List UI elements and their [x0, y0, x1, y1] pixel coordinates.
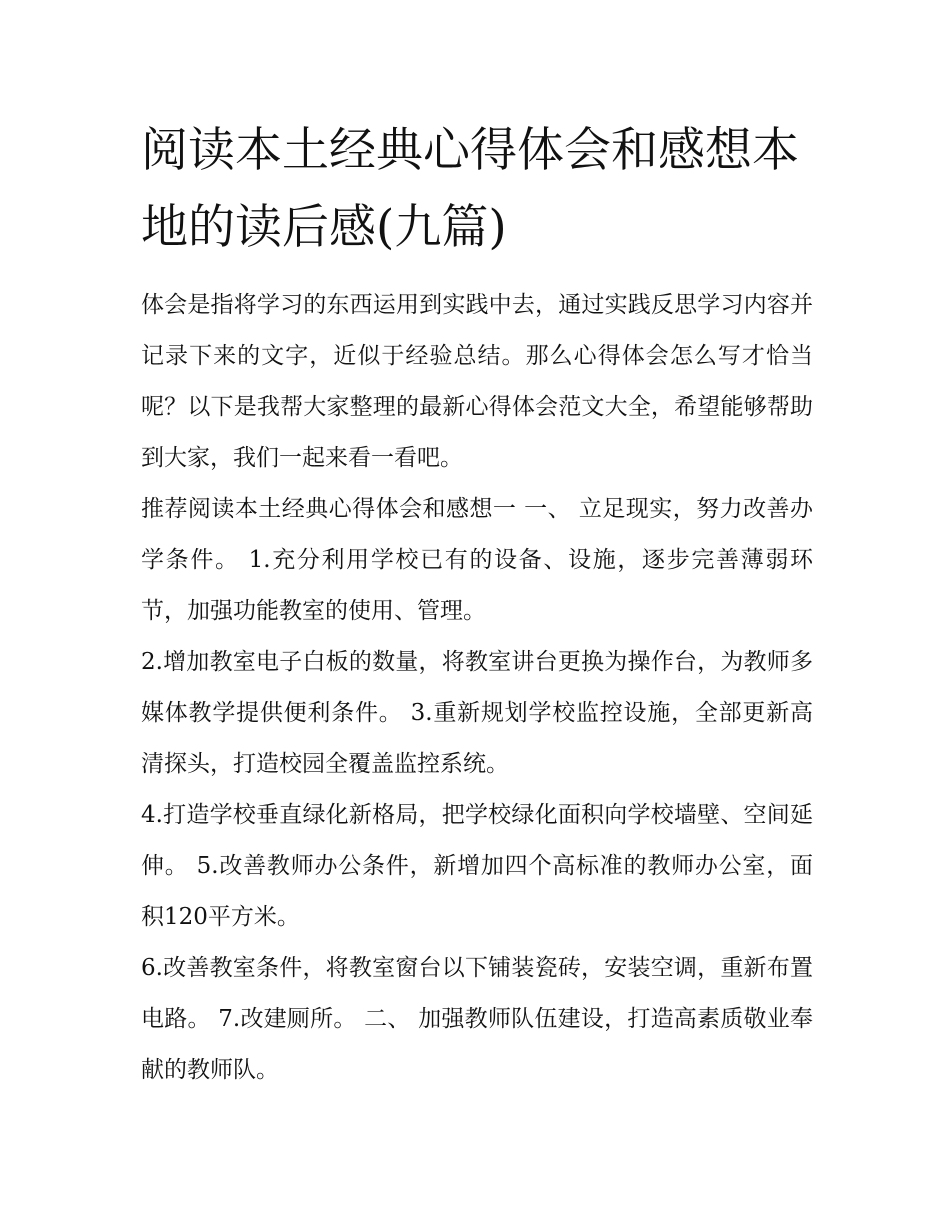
paragraph-item-2-3: 2.增加教室电子白板的数量，将教室讲台更换为操作台，为教师多媒体教学提供便利条件。 3.重新规划学校监控设施，全部更新高清探头，打造校园全覆盖监控系统。: [141, 649, 813, 777]
paragraph-section-1: 推荐阅读本土经典心得体会和感想一 一、 立足现实，努力改善办学条件。 1.充分利用学校已有的设备、设施，逐步完善薄弱环节，加强功能教室的使用、管理。: [141, 496, 813, 624]
document-title: 阅读本土经典心得体会和感想本地的读后感(九篇): [141, 123, 799, 255]
paragraph-item-4-5: 4.打造学校垂直绿化新格局，把学校绿化面积向学校墙壁、空间延伸。 5.改善教师办公条件，新增加四个高标准的教师办公室，面积120平方米。: [141, 802, 813, 930]
paragraph-item-6-7: 6.改善教室条件，将教室窗台以下铺装瓷砖，安装空调，重新布置电路。 7.改建厕所。 二、 加强教师队伍建设，打造高素质敬业奉献的教师队。: [141, 955, 813, 1083]
document-page: [141, 112, 813, 1096]
paragraph-intro: 体会是指将学习的东西运用到实践中去，通过实践反思学习内容并记录下来的文字，近似于经验总结。那么心得体会怎么写才恰当呢？以下是我帮大家整理的最新心得体会范文大全，希望能够帮助到大家，我们一起来看一看吧。: [141, 292, 813, 471]
